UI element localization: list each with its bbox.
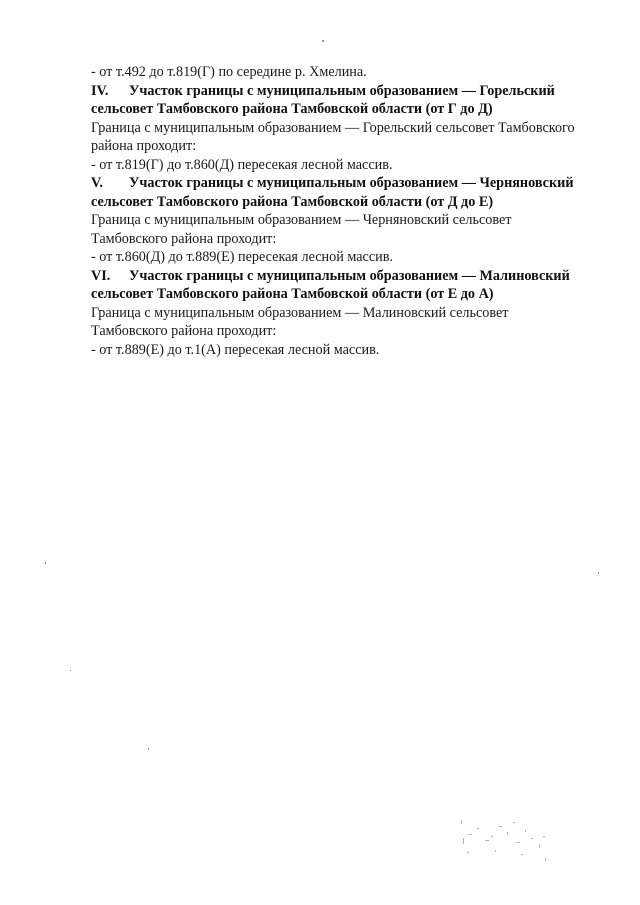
scan-speck xyxy=(322,40,324,42)
body-text-line: Тамбовского района проходит: xyxy=(91,323,277,339)
section-heading-continuation: сельсовет Тамбовского района Тамбовской области (от Е до А) xyxy=(91,286,494,302)
section-heading-continuation: сельсовет Тамбовского района Тамбовской области (от Д до Е) xyxy=(91,193,494,210)
body-text-line: - от т.860(Д) до т.889(Е) пересекая лесной массив. xyxy=(91,249,393,265)
section-heading xyxy=(91,267,621,286)
section-heading-text: Участок границы с муниципальным образованием — Черняновский xyxy=(129,175,574,191)
body-text-line: - от т.819(Г) до т.860(Д) пересекая лесной массив. xyxy=(91,156,393,173)
section-heading-text: Участок границы с муниципальным образованием — Горельский xyxy=(129,82,555,99)
scan-speck xyxy=(598,572,599,574)
scan-speck xyxy=(45,562,46,564)
section-heading xyxy=(91,82,621,101)
body-text-line: района проходит: xyxy=(91,138,197,154)
body-text-line: Граница с муниципальным образованием — Горельский сельсовет Тамбовского xyxy=(91,119,575,136)
section-number: VI. xyxy=(91,267,111,284)
scan-speck xyxy=(148,748,149,750)
body-text-line: Граница с муниципальным образованием — Малиновский сельсовет xyxy=(91,304,509,321)
body-text-line: - от т.492 до т.819(Г) по середине р. Хмелина. xyxy=(91,64,367,80)
section-number: IV. xyxy=(91,82,109,99)
body-text-line: Граница с муниципальным образованием — Черняновский сельсовет xyxy=(91,212,512,228)
section-heading xyxy=(91,174,621,193)
body-text-line: Тамбовского района проходит: xyxy=(91,230,277,247)
section-heading-text: Участок границы с муниципальным образованием — Малиновский xyxy=(129,267,570,284)
document-body xyxy=(91,63,621,359)
section-heading-continuation: сельсовет Тамбовского района Тамбовской области (от Г до Д) xyxy=(91,101,493,117)
body-text-line: - от т.889(Е) до т.1(А) пересекая лесной массив. xyxy=(91,341,380,358)
scan-speck xyxy=(70,670,71,671)
section-number: V. xyxy=(91,175,103,191)
faint-stamp-marks xyxy=(455,808,555,868)
